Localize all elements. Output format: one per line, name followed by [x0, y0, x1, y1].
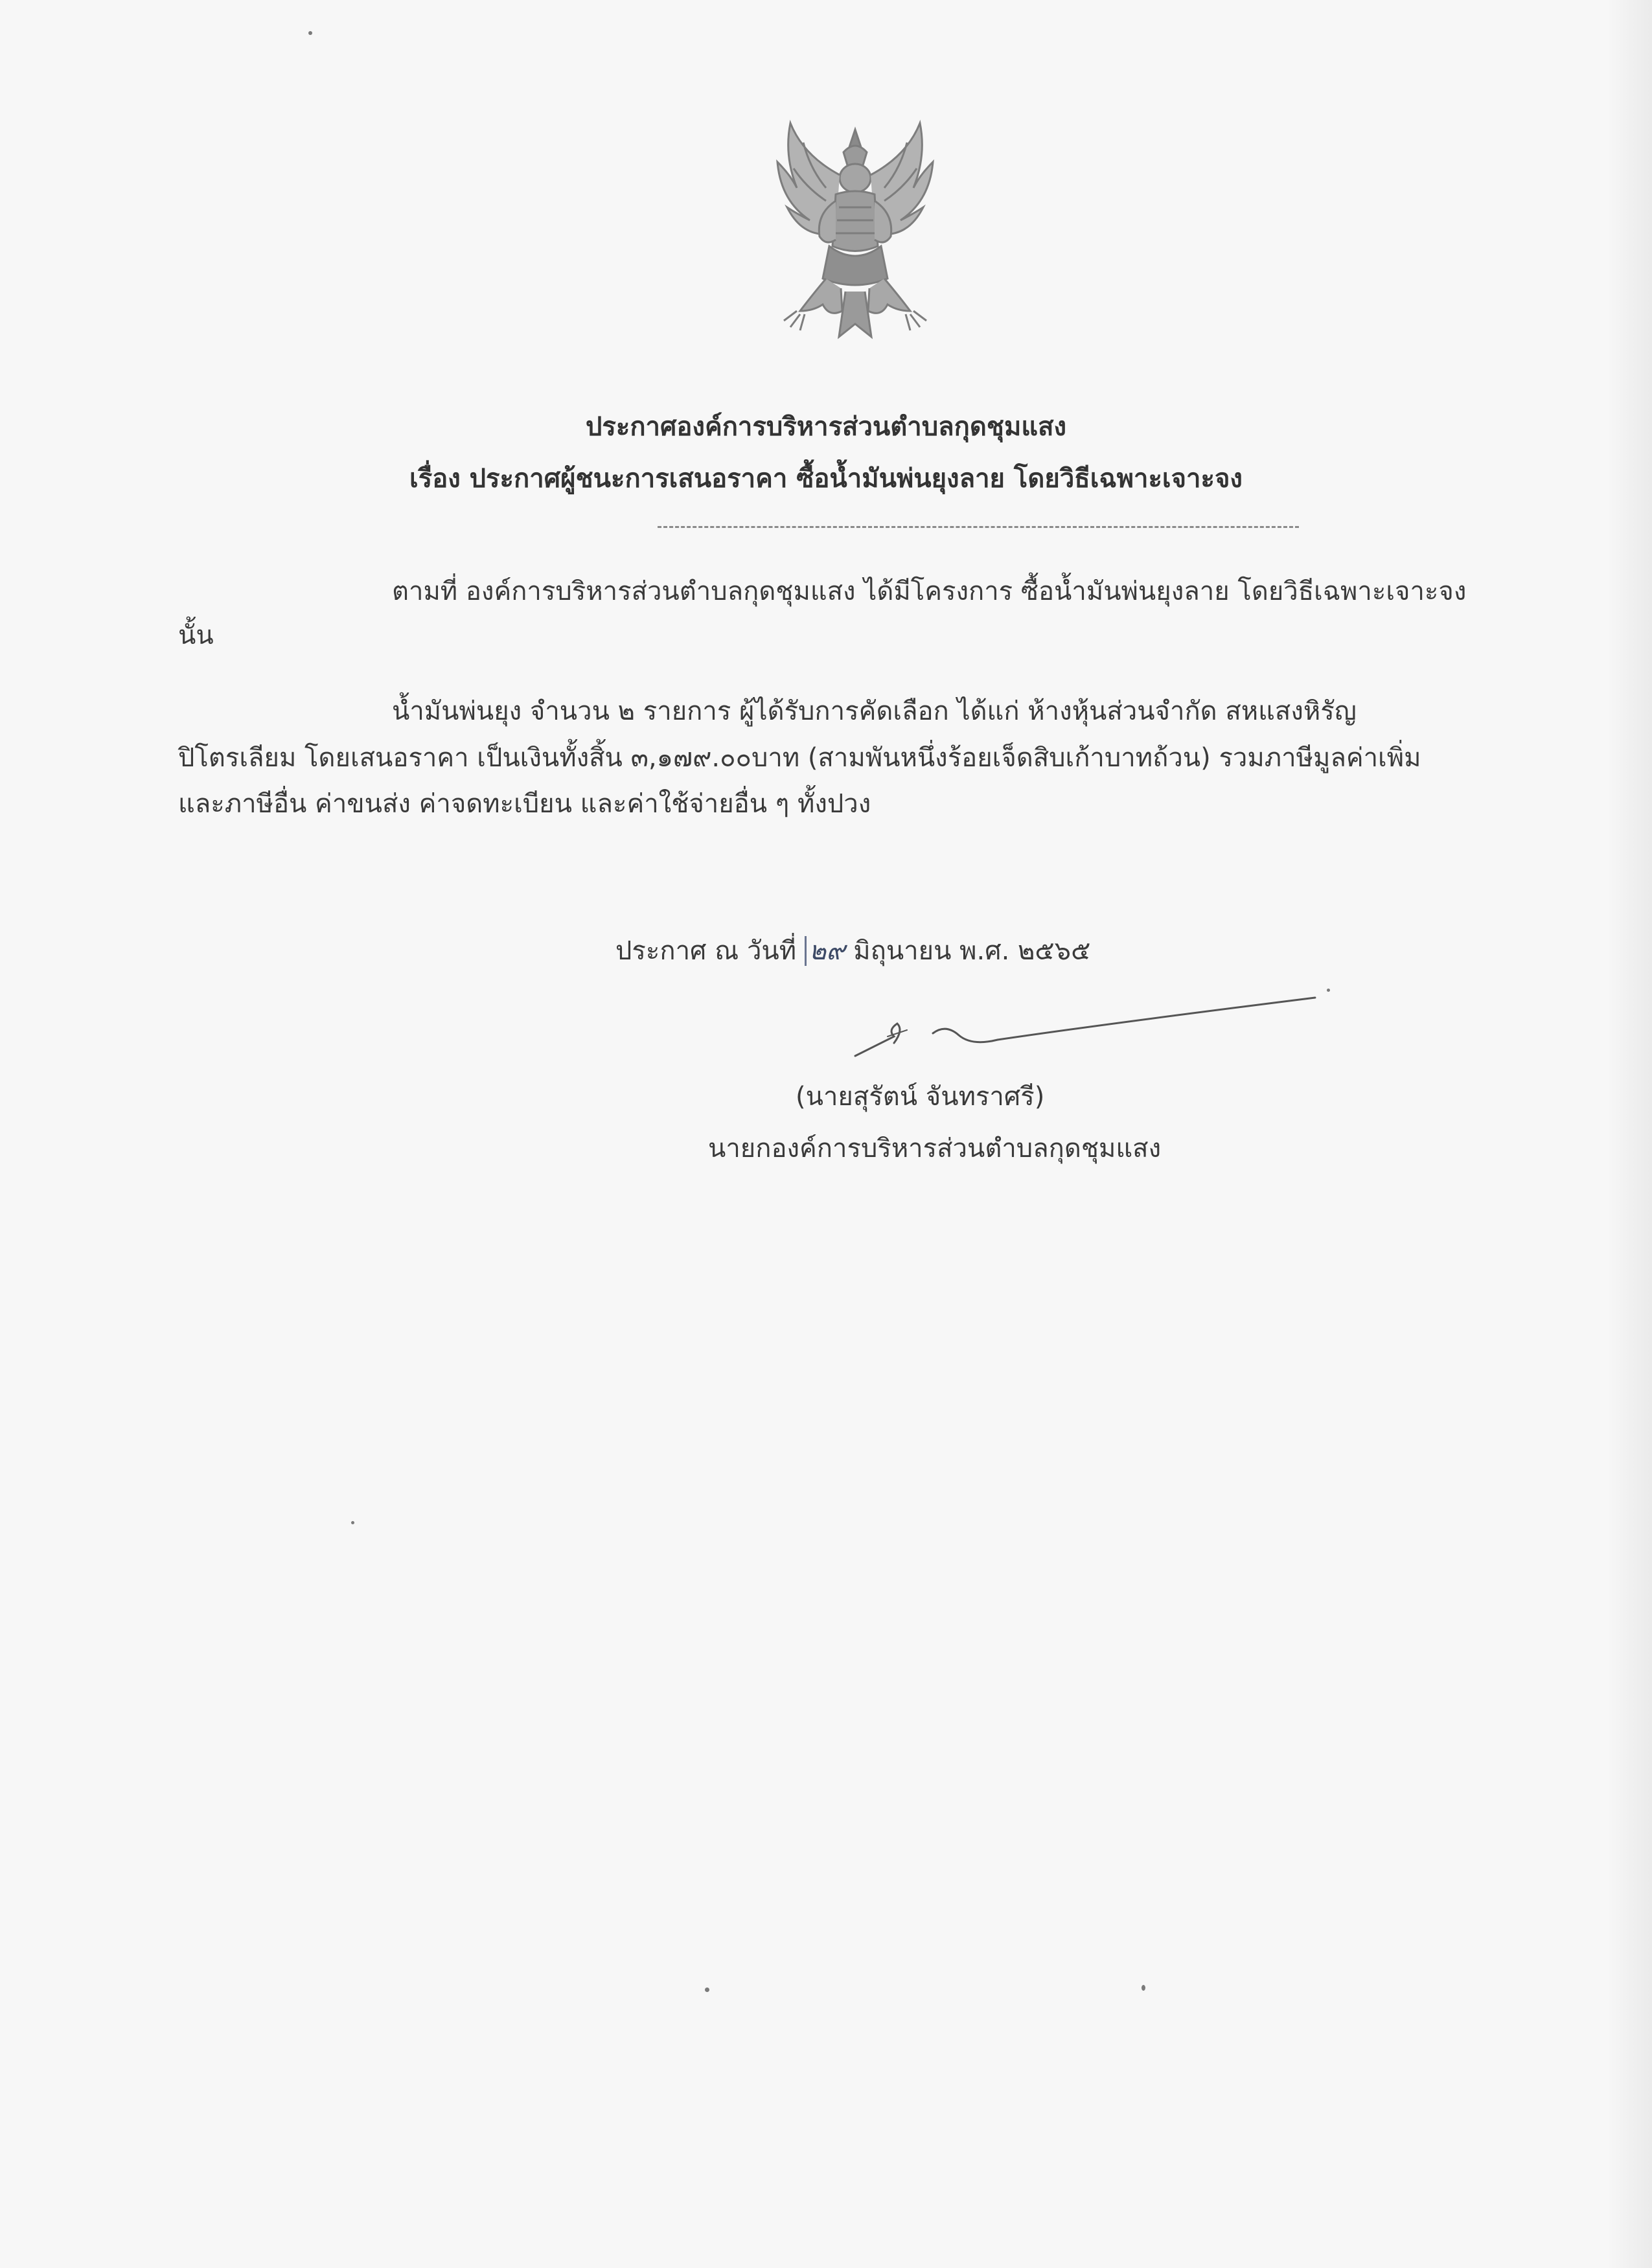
paragraph-line: และภาษีอื่น ค่าขนส่ง ค่าจดทะเบียน และค่าใช้จ่ายอื่น ๆ ทั้งปวง	[178, 789, 871, 819]
paragraph-line: ตามที่ องค์การบริหารส่วนตำบลกุดชุมแสง ได้มีโครงการ ซื้อน้ำมันพ่นยุงลาย โดยวิธีเฉพาะเจาะจง	[392, 577, 1467, 606]
garuda-emblem-icon	[764, 117, 946, 350]
announcement-date	[615, 930, 1090, 971]
paragraph-line: น้ำมันพ่นยุง จำนวน ๒ รายการ ผู้ได้รับการคัดเลือก ได้แก่ ห้างหุ้นส่วนจำกัด สหแสงหิรัญ	[392, 696, 1357, 726]
paragraph-line: ปิโตรเลียม โดยเสนอราคา เป็นเงินทั้งสิ้น ๓,๑๗๙.๐๐บาท (สามพันหนึ่งร้อยเจ็ดสิบเก้าบาทถ้วน) รวมภาษีมูลค่าเพิ่ม	[178, 743, 1421, 773]
dashed-divider	[658, 526, 1299, 528]
scan-speck	[351, 1521, 354, 1524]
scan-speck	[1327, 989, 1330, 992]
scan-speck	[1141, 1985, 1145, 1991]
paper-edge-shadow	[1607, 0, 1652, 2268]
scan-speck	[705, 1987, 709, 1992]
date-prefix: ประกาศ ณ วันที่	[615, 936, 797, 966]
date-day-handwritten: ๒๙	[805, 936, 845, 966]
date-month-year: มิถุนายน พ.ศ. ๒๕๖๕	[853, 936, 1091, 966]
signer-position: นายกองค์การบริหารส่วนตำบลกุดชุมแสง	[708, 1134, 1162, 1163]
paragraph-line: นั้น	[178, 621, 214, 650]
announcement-title: ประกาศองค์การบริหารส่วนตำบลกุดชุมแสง	[585, 412, 1067, 442]
scan-speck	[308, 31, 312, 35]
handwritten-signature-icon	[849, 985, 1328, 1062]
signer-name: (นายสุรัตน์ จันทราศรี)	[796, 1082, 1045, 1112]
announcement-subject: เรื่อง ประกาศผู้ชนะการเสนอราคา ซื้อน้ำมันพ่นยุงลาย โดยวิธีเฉพาะเจาะจง	[409, 464, 1243, 494]
